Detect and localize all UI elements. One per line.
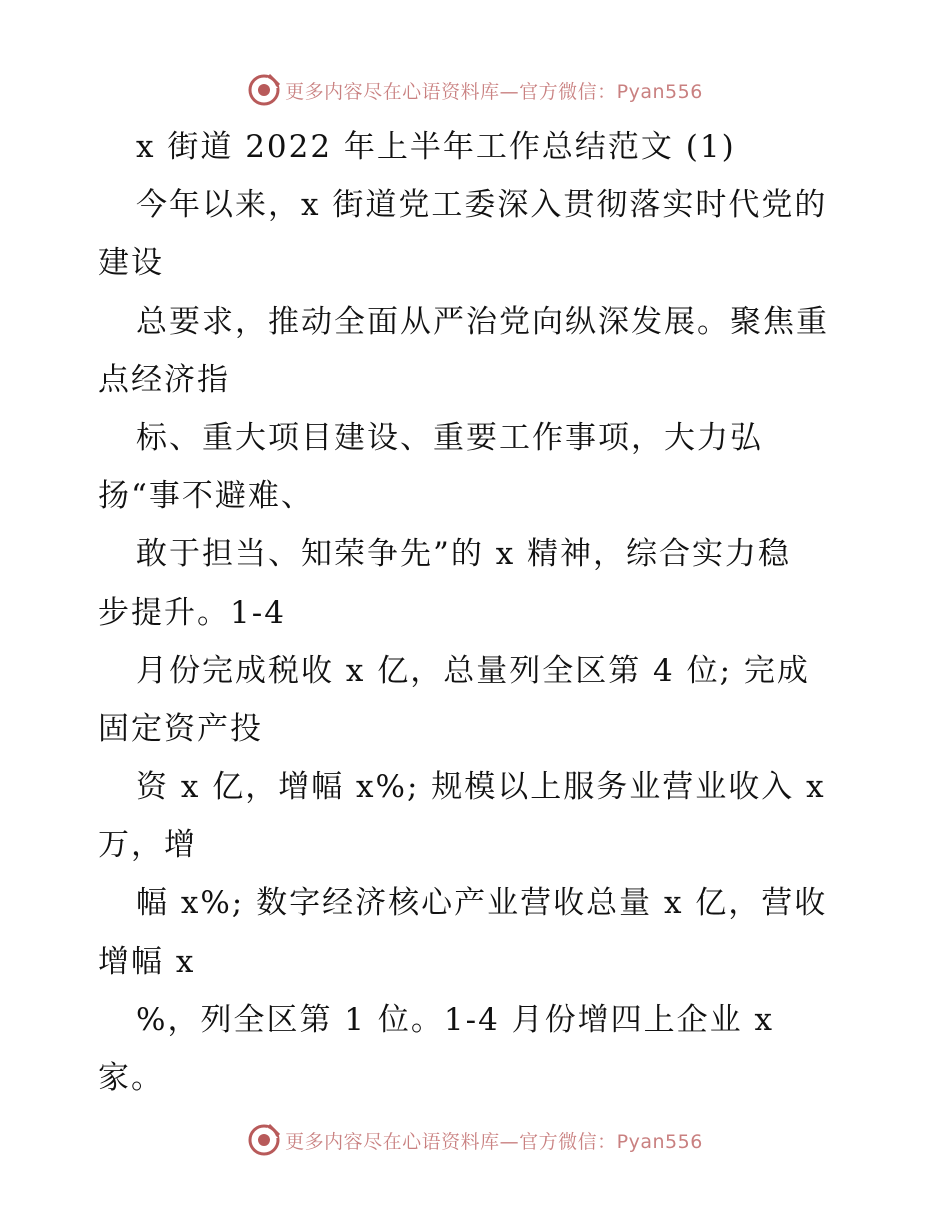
- text-line: 建设: [98, 245, 164, 282]
- text-line: %，列全区第 1 位。1-4 月份增四上企业 x: [136, 1001, 774, 1038]
- text-line: 步提升。1-4: [98, 594, 286, 631]
- header-banner-text: 更多内容尽在心语资料库—官方微信：Pyan556: [285, 80, 703, 103]
- text-line: 家。: [98, 1060, 164, 1096]
- text-line: 今年以来，x 街道党工委深入贯彻落实时代党的: [136, 187, 828, 224]
- text-line: 增幅 x: [98, 943, 196, 980]
- document-title: x 街道 2022 年上半年工作总结范文 (1): [136, 129, 736, 165]
- footer-banner-text: 更多内容尽在心语资料库—官方微信：Pyan556: [285, 1130, 703, 1153]
- text-line: 资 x 亿，增幅 x%; 规模以上服务业营业收入 x: [136, 769, 826, 806]
- text-line: 标、重大项目建设、重要工作事项，大力弘: [136, 419, 763, 456]
- footer-banner: [0, 1120, 950, 1160]
- text-line: 敢于担当、知荣争先”的 x 精神，综合实力稳: [136, 536, 792, 573]
- text-line: 幅 x%; 数字经济核心产业营收总量 x 亿，营收: [136, 885, 828, 922]
- text-line: 扬“事不避难、: [98, 478, 314, 515]
- logo-icon: [247, 73, 281, 107]
- text-line: 固定资产投: [98, 710, 263, 747]
- text-line: 月份完成税收 x 亿，总量列全区第 4 位; 完成: [136, 652, 810, 689]
- text-line: 点经济指: [98, 361, 230, 398]
- text-line: 总要求，推动全面从严治党向纵深发展。聚焦重: [136, 303, 829, 340]
- logo-icon: [247, 1123, 281, 1157]
- document-body: [98, 118, 858, 1107]
- header-banner: [0, 70, 950, 110]
- text-line: 万，增: [98, 827, 197, 864]
